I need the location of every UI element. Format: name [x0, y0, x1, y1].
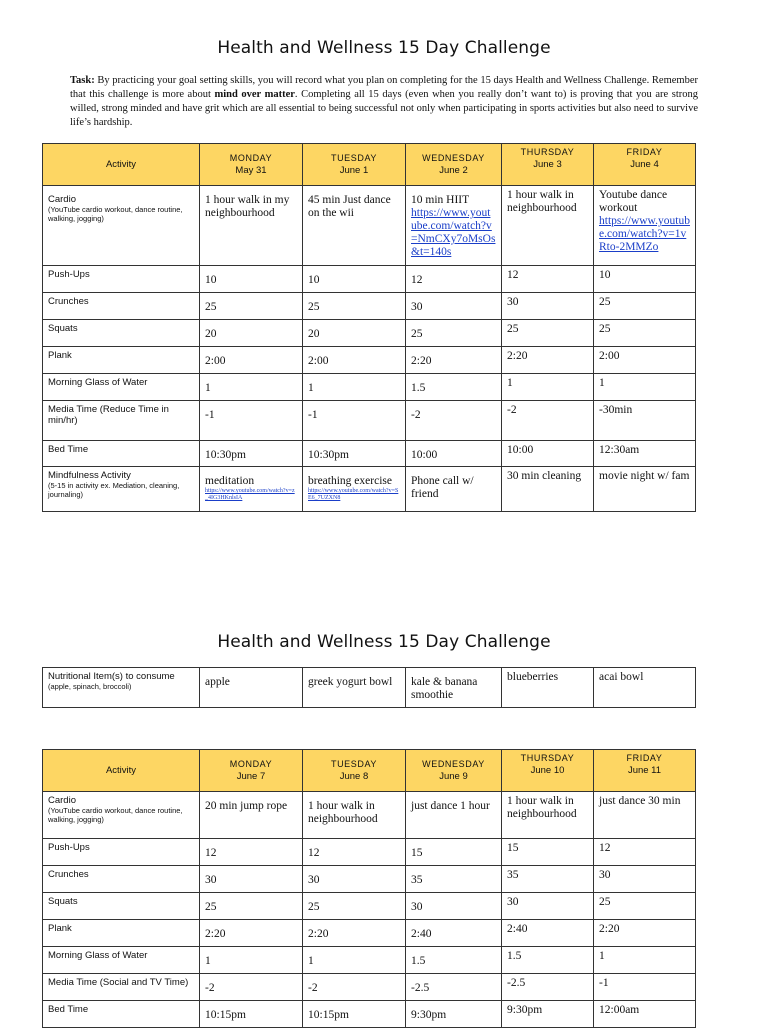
task-bold-text: mind over matter — [214, 89, 295, 100]
cell-value: 10 — [200, 266, 303, 293]
table-row-nutrition — [43, 668, 696, 708]
task-text-after: . Completing all 15 days (even when you really don’t want to) is proving that you are strong willed, strong minded and have grit which are all essential to being successful not only when participating in sports activities but also need to survive life’s hardship. — [70, 89, 698, 128]
cell-value: -2.5 — [502, 974, 594, 1001]
header-day: TUESDAY June 8 — [303, 750, 406, 792]
table-row-cardio — [43, 186, 696, 266]
cell-value: greek yogurt bowl — [303, 668, 406, 708]
row-label: Plank — [43, 920, 200, 947]
cell-value: 1 — [502, 374, 594, 401]
cell-value: 15 — [406, 839, 502, 866]
cell-value: 1.5 — [406, 374, 502, 401]
table-row — [43, 320, 696, 347]
cell-value: 30 — [502, 293, 594, 320]
header-day: THURSDAY June 3 — [502, 144, 594, 186]
row-label: Crunches — [43, 293, 200, 320]
row-label: Media Time (Social and TV Time) — [43, 974, 200, 1001]
header-day: FRIDAY June 4 — [594, 144, 696, 186]
cell-value: 2:00 — [200, 347, 303, 374]
cell-value: 1 — [303, 374, 406, 401]
table-row-mindfulness — [43, 467, 696, 512]
cell-value: 1.5 — [406, 947, 502, 974]
row-label: Squats — [43, 320, 200, 347]
cell-value: meditation https://www.youtube.com/watch?v=z_4IG3HKnlsIA — [200, 467, 303, 512]
row-label: Push-Ups — [43, 266, 200, 293]
table-row — [43, 947, 696, 974]
cell-value: 20 — [200, 320, 303, 347]
header-day: TUESDAY June 1 — [303, 144, 406, 186]
cell-value: 12:00am — [594, 1001, 696, 1028]
row-label: Bed Time — [43, 1001, 200, 1028]
cell-value: 2:00 — [303, 347, 406, 374]
cell-value: 30 — [303, 866, 406, 893]
header-day: WEDNESDAY June 2 — [406, 144, 502, 186]
cell-value: 2:20 — [200, 920, 303, 947]
week2-table — [42, 749, 696, 1028]
cell-value: 1 — [200, 947, 303, 974]
cell-value: 10:15pm — [200, 1001, 303, 1028]
cell-value: 12 — [303, 839, 406, 866]
cell-value: Phone call w/ friend — [406, 467, 502, 512]
cell-value: 2:20 — [594, 920, 696, 947]
cell-value: 25 — [594, 320, 696, 347]
table-row — [43, 1001, 696, 1028]
cell-value: 10 — [303, 266, 406, 293]
cell-value: 2:40 — [502, 920, 594, 947]
table-row — [43, 893, 696, 920]
youtube-link[interactable]: https://www.youtube.com/watch?v=NmCXy7oMsOs&t=140s — [411, 207, 496, 258]
cell-value: 1 — [303, 947, 406, 974]
cell-value: kale & banana smoothie — [406, 668, 502, 708]
header-day: THURSDAY June 10 — [502, 750, 594, 792]
youtube-link[interactable]: https://www.youtube.com/watch?v=z_4IG3HKnlsIA — [205, 488, 295, 501]
row-label: Bed Time — [43, 441, 200, 467]
week1-table — [42, 143, 696, 512]
cell-value: breathing exercise https://www.youtube.com/watch?v=SE6_7UZXN8 — [303, 467, 406, 512]
cell-value: 9:30pm — [406, 1001, 502, 1028]
table-row — [43, 266, 696, 293]
cell-value: 1 hour walk in neighbourhood — [303, 792, 406, 839]
task-text-before: By practicing your goal setting skills, you will record what you plan on completing for the 15 days Health and Wellness Challenge. Remember that this challenge is more about — [70, 75, 698, 100]
cell-value: -2.5 — [406, 974, 502, 1001]
table-row — [43, 401, 696, 441]
row-label: Media Time (Reduce Time in min/hr) — [43, 401, 200, 441]
cell-value: 35 — [406, 866, 502, 893]
cell-value: -2 — [502, 401, 594, 441]
table-row — [43, 974, 696, 1001]
cell-value: -30min — [594, 401, 696, 441]
table-row — [43, 347, 696, 374]
cell-value: 2:20 — [406, 347, 502, 374]
cell-value: 10:30pm — [303, 441, 406, 467]
cell-value: -1 — [594, 974, 696, 1001]
row-label: Push-Ups — [43, 839, 200, 866]
cell-value: Youtube dance workout https://www.youtube.com/watch?v=1vRto-2MMZo — [594, 186, 696, 266]
row-label: Plank — [43, 347, 200, 374]
cell-value: -2 — [200, 974, 303, 1001]
header-activity: Activity — [43, 750, 200, 792]
table-header-row — [43, 144, 696, 186]
cell-value: 25 — [594, 293, 696, 320]
cell-value: 10 min HIIT https://www.youtube.com/watch?v=NmCXy7oMsOs&t=140s — [406, 186, 502, 266]
cell-value: 25 — [303, 293, 406, 320]
cell-value: 1 hour walk in neighbourhood — [502, 186, 594, 266]
cell-value: 15 — [502, 839, 594, 866]
cell-value: 12 — [594, 839, 696, 866]
table-row — [43, 839, 696, 866]
cell-value: 45 min Just dance on the wii — [303, 186, 406, 266]
cell-value: 10:30pm — [200, 441, 303, 467]
row-label: Crunches — [43, 866, 200, 893]
cell-value: 10:00 — [502, 441, 594, 467]
cell-value: 9:30pm — [502, 1001, 594, 1028]
page-title-2: Health and Wellness 15 Day Challenge — [217, 632, 551, 652]
cell-value: movie night w/ fam — [594, 467, 696, 512]
task-label: Task: — [70, 75, 95, 86]
cell-value: 25 — [200, 893, 303, 920]
page-title: Health and Wellness 15 Day Challenge — [217, 38, 551, 58]
row-label: Cardio (YouTube cardio workout, dance routine, walking, jogging) — [43, 792, 200, 839]
youtube-link[interactable]: https://www.youtube.com/watch?v=1vRto-2MMZo — [599, 215, 690, 253]
cell-value: 12 — [200, 839, 303, 866]
header-day: FRIDAY June 11 — [594, 750, 696, 792]
table-row — [43, 374, 696, 401]
cell-value: 10:15pm — [303, 1001, 406, 1028]
cell-value: -1 — [200, 401, 303, 441]
cell-value: 2:40 — [406, 920, 502, 947]
cell-value: 1 hour walk in neighbourhood — [502, 792, 594, 839]
cell-value: 30 — [594, 866, 696, 893]
cell-value: -2 — [406, 401, 502, 441]
cell-value: 20 — [303, 320, 406, 347]
cell-value: 30 min cleaning — [502, 467, 594, 512]
cell-value: 1 — [594, 374, 696, 401]
header-day: MONDAY May 31 — [200, 144, 303, 186]
cell-value: 2:00 — [594, 347, 696, 374]
cell-value: 25 — [594, 893, 696, 920]
cell-value: 25 — [303, 893, 406, 920]
cell-value: 10:00 — [406, 441, 502, 467]
cell-value: 25 — [200, 293, 303, 320]
header-day: MONDAY June 7 — [200, 750, 303, 792]
cell-value: -1 — [303, 401, 406, 441]
table-row — [43, 866, 696, 893]
cell-value: blueberries — [502, 668, 594, 708]
nutrition-table — [42, 667, 696, 708]
cell-value: apple — [200, 668, 303, 708]
table-row-cardio — [43, 792, 696, 839]
row-label: Cardio (YouTube cardio workout, dance routine, walking, jogging) — [43, 186, 200, 266]
cell-value: 35 — [502, 866, 594, 893]
cell-value: 30 — [406, 893, 502, 920]
row-label: Morning Glass of Water — [43, 947, 200, 974]
row-label: Morning Glass of Water — [43, 374, 200, 401]
row-label: Squats — [43, 893, 200, 920]
cell-value: 30 — [406, 293, 502, 320]
cell-value: 2:20 — [502, 347, 594, 374]
cell-value: 1.5 — [502, 947, 594, 974]
cell-value: 10 — [594, 266, 696, 293]
table-row — [43, 920, 696, 947]
cell-value: 1 — [594, 947, 696, 974]
cell-value: acai bowl — [594, 668, 696, 708]
cell-value: 12:30am — [594, 441, 696, 467]
table-row — [43, 293, 696, 320]
task-paragraph — [70, 74, 698, 130]
cell-value: 30 — [200, 866, 303, 893]
cell-value: 1 — [200, 374, 303, 401]
row-label: Nutritional Item(s) to consume (apple, spinach, broccoli) — [43, 668, 200, 708]
cell-value: just dance 30 min — [594, 792, 696, 839]
cell-value: 12 — [406, 266, 502, 293]
cell-value: 20 min jump rope — [200, 792, 303, 839]
cell-value: just dance 1 hour — [406, 792, 502, 839]
header-activity: Activity — [43, 144, 200, 186]
cell-value: 12 — [502, 266, 594, 293]
cell-value: 1 hour walk in my neighbourhood — [200, 186, 303, 266]
table-row — [43, 441, 696, 467]
row-label: Mindfulness Activity (5-15 in activity ex. Mediation, cleaning, journaling) — [43, 467, 200, 512]
youtube-link[interactable]: https://www.youtube.com/watch?v=SE6_7UZXN8 — [308, 488, 399, 501]
table-header-row — [43, 750, 696, 792]
cell-value: 25 — [406, 320, 502, 347]
cell-value: 30 — [502, 893, 594, 920]
cell-value: -2 — [303, 974, 406, 1001]
cell-value: 25 — [502, 320, 594, 347]
cell-value: 2:20 — [303, 920, 406, 947]
header-day: WEDNESDAY June 9 — [406, 750, 502, 792]
